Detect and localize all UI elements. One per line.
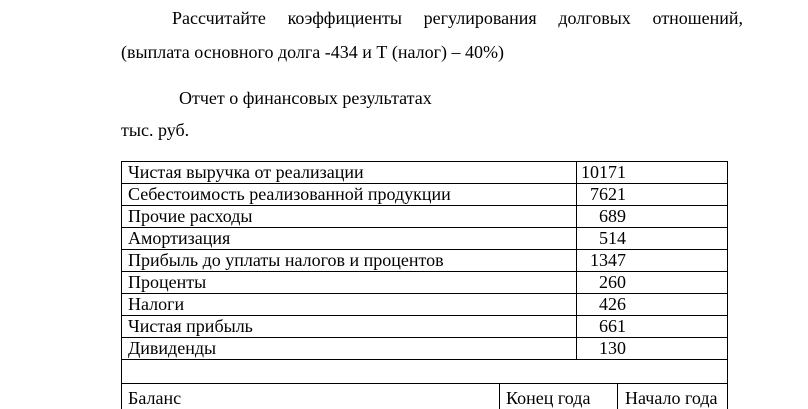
row-label: Налоги <box>128 294 185 314</box>
row-value: 661 <box>599 316 626 336</box>
balance-header: Начало года <box>625 388 718 408</box>
row-label: Проценты <box>128 272 207 292</box>
row-divider <box>121 293 728 294</box>
table-left-border <box>121 161 122 359</box>
task-line-2: (выплата основного долга -434 и Т (налог) – 40%) <box>121 42 504 62</box>
balance-header: Баланс <box>128 388 182 408</box>
value-column-divider <box>576 161 577 359</box>
row-label: Амортизация <box>128 228 231 248</box>
row-label: Прибыль до уплаты налогов и процентов <box>128 250 444 270</box>
row-label: Дивиденды <box>128 338 217 358</box>
row-divider <box>121 271 728 272</box>
row-divider <box>121 359 728 360</box>
row-value: 10171 <box>581 162 626 182</box>
row-label: Себестоимость реализованной продукции <box>128 184 451 204</box>
units-label: тыс. руб. <box>121 120 190 140</box>
table-right-border <box>727 161 728 359</box>
financial-table <box>121 161 728 409</box>
row-value: 514 <box>599 228 626 248</box>
report-title: Отчет о финансовых результатах <box>179 88 432 108</box>
row-value: 7621 <box>590 184 626 204</box>
row-value: 1347 <box>590 250 626 270</box>
balance-column-divider <box>617 383 618 409</box>
row-label: Чистая выручка от реализации <box>128 162 364 182</box>
row-label: Чистая прибыль <box>128 316 253 336</box>
task-line-1: Рассчитайте коэффициенты регулирования долговых отношений, <box>172 8 743 28</box>
table-left-border <box>121 359 122 409</box>
row-value: 130 <box>599 338 626 358</box>
row-value: 260 <box>599 272 626 292</box>
row-value: 689 <box>599 206 626 226</box>
table-right-border <box>727 359 728 409</box>
balance-top-border <box>121 383 728 384</box>
balance-header: Конец года <box>506 388 591 408</box>
row-value: 426 <box>599 294 626 314</box>
row-label: Прочие расходы <box>128 206 253 226</box>
balance-column-divider <box>499 383 500 409</box>
